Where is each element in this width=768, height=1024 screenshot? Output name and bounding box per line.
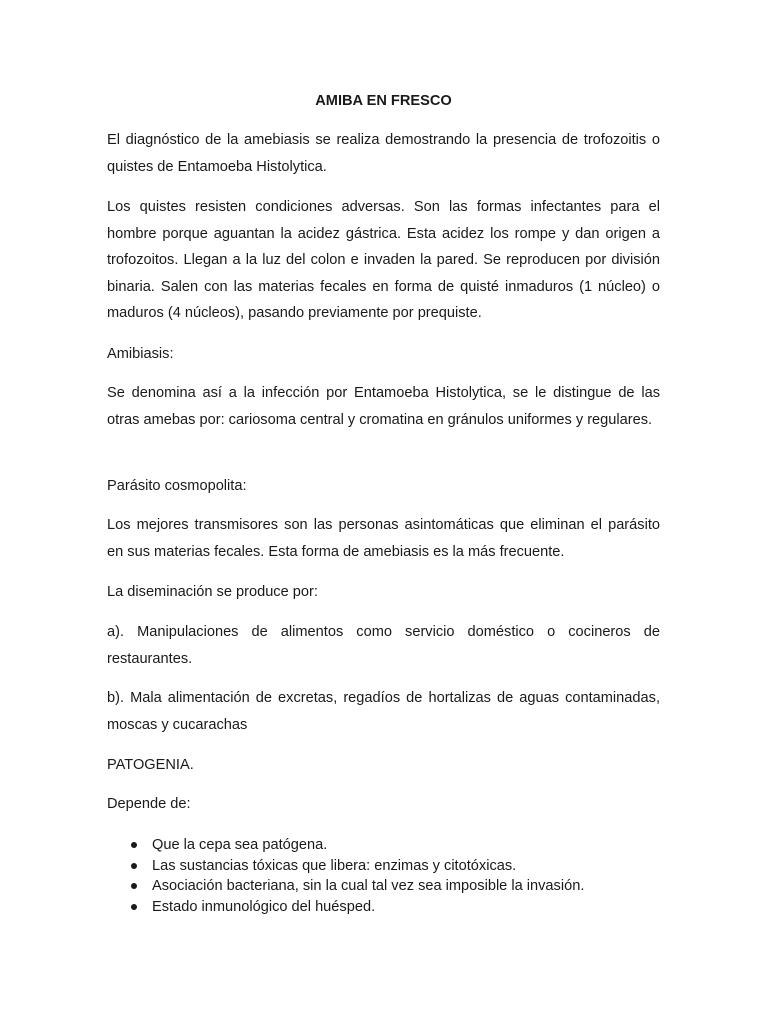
paragraph-cysts: Los quistes resisten condiciones adversas. Son las formas infectantes para el hombre porque aguantan la acidez gástrica. Esta acidez los rompe y dan origen a trofozoitos. Llegan a la luz del colon e invaden la pared. Se reproducen por división binaria. Salen con las materias fecales en forma de quisté inmaduros (1 núcleo) o maduros (4 núcleos), pasando previamente por prequiste.: [107, 199, 660, 321]
bullet-icon: [131, 863, 137, 869]
list-item: [107, 856, 660, 877]
list-item: [107, 835, 660, 856]
paragraph-item-b: b). Mala alimentación de excretas, regadíos de hortalizas de aguas contaminadas, moscas y cucarachas: [107, 690, 660, 733]
heading-pathogenesis: PATOGENIA.: [107, 757, 194, 773]
paragraph-transmitters: Los mejores transmisores son las personas asintomáticas que eliminan el parásito en sus materias fecales. Esta forma de amebiasis es la más frecuente.: [107, 517, 660, 560]
list-item-text: Estado inmunológico del huésped.: [152, 898, 376, 915]
heading-dissemination: La diseminación se produce por:: [107, 584, 318, 600]
document-title: AMIBA EN FRESCO: [315, 93, 452, 109]
list-item: [107, 876, 660, 897]
bullet-icon: [131, 883, 137, 889]
factors-list: [107, 835, 660, 917]
list-item-text: Asociación bacteriana, sin la cual tal vez sea imposible la invasión.: [152, 878, 585, 895]
paragraph-depends: Depende de:: [107, 796, 191, 812]
bullet-icon: [131, 842, 137, 848]
paragraph-diagnosis: El diagnóstico de la amebiasis se realiza demostrando la presencia de trofozoitis o quistes de Entamoeba Histolytica.: [107, 132, 660, 175]
list-item: [107, 897, 660, 918]
list-item-text: Que la cepa sea patógena.: [152, 837, 328, 853]
paragraph-item-a: a). Manipulaciones de alimentos como servicio doméstico o cocineros de restaurantes.: [107, 624, 660, 667]
heading-amibiasis: Amibiasis:: [107, 346, 174, 362]
paragraph-infection: Se denomina así a la infección por Entamoeba Histolytica, se le distingue de las otras amebas por: cariosoma central y cromatina en gránulos uniformes y regulares.: [107, 385, 660, 428]
heading-cosmopolitan: Parásito cosmopolita:: [107, 478, 247, 494]
list-item-text: Las sustancias tóxicas que libera: enzimas y citotóxicas.: [152, 857, 517, 874]
document-page: [107, 0, 660, 1024]
bullet-icon: [131, 904, 137, 910]
